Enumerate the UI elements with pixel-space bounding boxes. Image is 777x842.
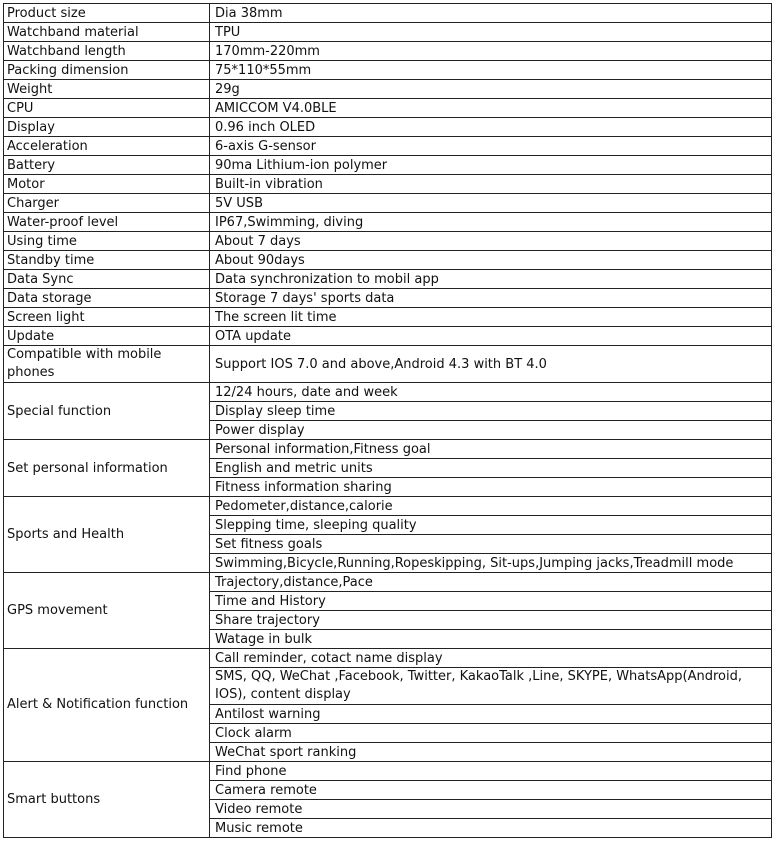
spec-row: [4, 42, 772, 61]
spec-value: Slepping time, sleeping quality: [210, 516, 772, 535]
spec-label: Update: [4, 327, 210, 346]
spec-value: Dia 38mm: [210, 4, 772, 23]
spec-row: [4, 308, 772, 327]
spec-value: Trajectory,distance,Pace: [210, 573, 772, 592]
spec-label: Special function: [4, 383, 210, 440]
spec-value: WeChat sport ranking: [210, 743, 772, 762]
spec-row: [4, 4, 772, 23]
spec-label: Display: [4, 118, 210, 137]
spec-value: Fitness information sharing: [210, 478, 772, 497]
spec-table-body: [4, 4, 772, 838]
spec-value: Data synchronization to mobil app: [210, 270, 772, 289]
spec-value: IP67,Swimming, diving: [210, 213, 772, 232]
spec-label: Data Sync: [4, 270, 210, 289]
spec-label: Watchband length: [4, 42, 210, 61]
spec-value: Antilost warning: [210, 705, 772, 724]
spec-value: Power display: [210, 421, 772, 440]
spec-row: [4, 99, 772, 118]
spec-label: Set personal information: [4, 440, 210, 497]
spec-value: 5V USB: [210, 194, 772, 213]
spec-value: Music remote: [210, 819, 772, 838]
spec-value: AMICCOM V4.0BLE: [210, 99, 772, 118]
spec-row: [4, 118, 772, 137]
spec-value: Pedometer,distance,calorie: [210, 497, 772, 516]
spec-value: 29g: [210, 80, 772, 99]
spec-value: Video remote: [210, 800, 772, 819]
spec-row: [4, 327, 772, 346]
spec-label: Compatible with mobile phones: [4, 346, 210, 383]
spec-label: Screen light: [4, 308, 210, 327]
spec-row: [4, 440, 772, 459]
spec-table: [3, 3, 772, 838]
spec-value: Support IOS 7.0 and above,Android 4.3 with BT 4.0: [210, 346, 772, 383]
spec-value: 0.96 inch OLED: [210, 118, 772, 137]
spec-value: The screen lit time: [210, 308, 772, 327]
spec-value: English and metric units: [210, 459, 772, 478]
spec-value: Clock alarm: [210, 724, 772, 743]
spec-value: Time and History: [210, 592, 772, 611]
spec-row: [4, 251, 772, 270]
spec-row: [4, 156, 772, 175]
spec-value: Swimming,Bicycle,Running,Ropeskipping, Sit-ups,Jumping jacks,Treadmill mode: [210, 554, 772, 573]
spec-label: CPU: [4, 99, 210, 118]
spec-value: 170mm-220mm: [210, 42, 772, 61]
spec-row: [4, 383, 772, 402]
spec-label: Standby time: [4, 251, 210, 270]
spec-row: [4, 270, 772, 289]
spec-value: 6-axis G-sensor: [210, 137, 772, 156]
spec-label: Water-proof level: [4, 213, 210, 232]
spec-value: Share trajectory: [210, 611, 772, 630]
spec-value: TPU: [210, 23, 772, 42]
spec-label: Packing dimension: [4, 61, 210, 80]
spec-label: Alert & Notification function: [4, 649, 210, 762]
spec-value: Set fitness goals: [210, 535, 772, 554]
spec-row: [4, 649, 772, 668]
spec-value: Storage 7 days' sports data: [210, 289, 772, 308]
spec-row: [4, 289, 772, 308]
spec-value: 90ma Lithium-ion polymer: [210, 156, 772, 175]
spec-value: Camera remote: [210, 781, 772, 800]
spec-row: [4, 23, 772, 42]
spec-label: Motor: [4, 175, 210, 194]
spec-row: [4, 137, 772, 156]
spec-row: [4, 213, 772, 232]
spec-value: 75*110*55mm: [210, 61, 772, 80]
spec-label: Acceleration: [4, 137, 210, 156]
spec-label: GPS movement: [4, 573, 210, 649]
spec-row: [4, 175, 772, 194]
spec-value: SMS, QQ, WeChat ,Facebook, Twitter, KakaoTalk ,Line, SKYPE, WhatsApp(Android, IOS), content display: [210, 668, 772, 705]
spec-row: [4, 762, 772, 781]
spec-row: [4, 194, 772, 213]
spec-label: Weight: [4, 80, 210, 99]
spec-label: Using time: [4, 232, 210, 251]
spec-value: Display sleep time: [210, 402, 772, 421]
spec-row: [4, 346, 772, 383]
spec-row: [4, 497, 772, 516]
spec-label: Watchband material: [4, 23, 210, 42]
spec-row: [4, 61, 772, 80]
spec-row: [4, 80, 772, 99]
spec-value: Personal information,Fitness goal: [210, 440, 772, 459]
spec-value: OTA update: [210, 327, 772, 346]
spec-label: Sports and Health: [4, 497, 210, 573]
spec-value: About 90days: [210, 251, 772, 270]
spec-label: Data storage: [4, 289, 210, 308]
spec-value: Call reminder, cotact name display: [210, 649, 772, 668]
spec-value: About 7 days: [210, 232, 772, 251]
spec-value: 12/24 hours, date and week: [210, 383, 772, 402]
spec-row: [4, 573, 772, 592]
spec-value: Find phone: [210, 762, 772, 781]
spec-value: Watage in bulk: [210, 630, 772, 649]
spec-label: Product size: [4, 4, 210, 23]
spec-label: Battery: [4, 156, 210, 175]
spec-label: Smart buttons: [4, 762, 210, 838]
spec-value: Built-in vibration: [210, 175, 772, 194]
spec-label: Charger: [4, 194, 210, 213]
spec-row: [4, 232, 772, 251]
